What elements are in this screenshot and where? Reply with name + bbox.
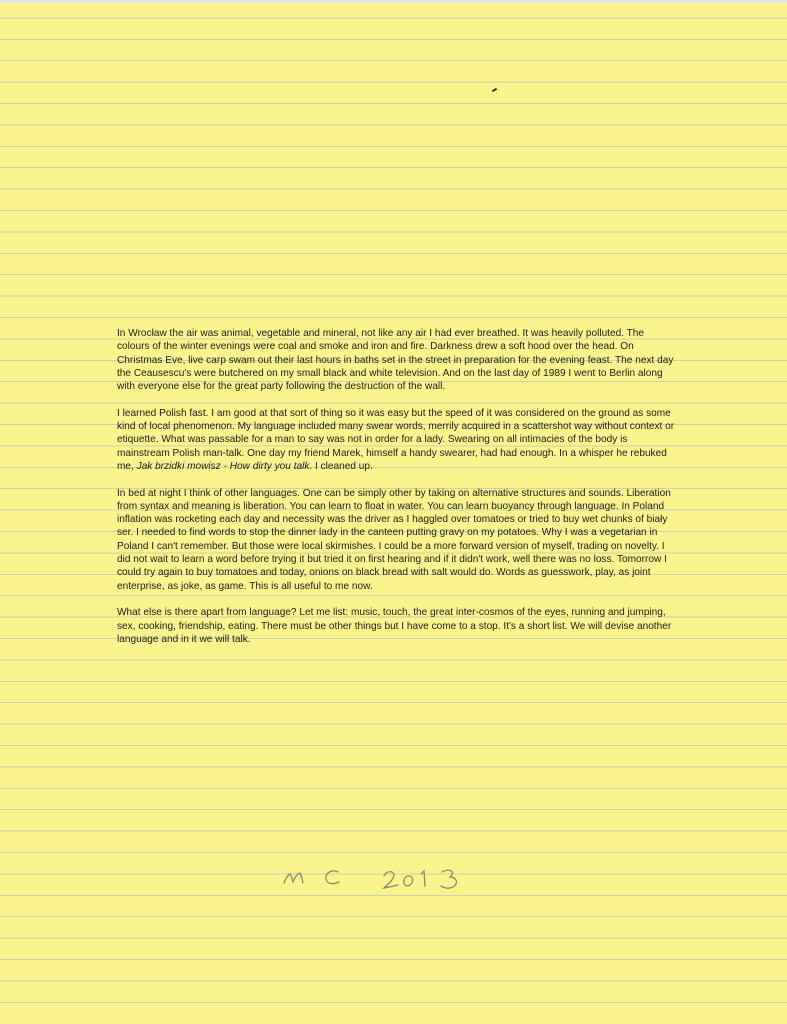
paragraph-polish-end: . I cleaned up. [309, 460, 373, 472]
polish-phrase: Jak brzidki mowisz - How dirty you talk [136, 460, 310, 472]
paragraph-polish [117, 407, 677, 473]
paragraph-polish-start: I learned Polish fast. I am good at that sort of thing so it was easy but the speed of it was considered on the ground as some kind of local phenomenon. My language included many swear words, merrily acquired in a scattershot way without context or etiquette. What was passable for a man to say was not in order for a lady. Swearing on all intimacies of the body is mainstream Polish man-talk. One day my friend Marek, himself a handy swearer, had had enough. In a whisper he rebuked me, [117, 407, 675, 472]
handwritten-signature [282, 858, 482, 898]
essay-text [117, 327, 677, 659]
paragraph-wroclaw: In Wrocław the air was animal, vegetable and mineral, not like any air I had ever breathed. It was heavily polluted. The colours of the winter evenings were coal and smoke and iron and fire. Darkness drew a soft hood over the head. On Christmas Eve, live carp swam out their last hours in baths set in the street in preparation for the evening feast. The next day the Ceausescu's were butchered on my small black and white television. And on the last day of 1989 I went to Berlin along with everyone else for the great party following the destruction of the wall. [117, 328, 674, 393]
ink-speck [492, 88, 497, 92]
paragraph-languages: In bed at night I think of other languages. One can be simply other by taking on alternative structures and sounds. Liberation from syntax and meaning is liberation. You can learn to float in water. You can learn buoyancy through language. In Poland inflation was rocketing each day and necessity was the driver as I haggled over tomatoes or tried to buy wet chunks of biały ser. I needed to find words to stop the dinner lady in the canteen putting gravy on my potatoes. Why I was a vegetarian in Poland I can't remember. But those were local skirmishes. I could be a more forward version of myself, trading on novelty. I did not wait to learn a word before trying it but tried it on first hearing and if it didn't work, well there was no loss. Tomorrow I could try again to buy tomatoes and today, onions on black bread with salt would do. Words as guesswork, play, as joint enterprise, as joke, as game. This is all useful to me now. [117, 487, 671, 592]
paragraph-list: What else is there apart from language? Let me list: music, touch, the great inter-cosmos of the eyes, running and jumping, sex, cooking, friendship, eating. There must be other things but I have come to a stop. It's a short list. We will devise another language and in it we will talk. [117, 607, 672, 645]
